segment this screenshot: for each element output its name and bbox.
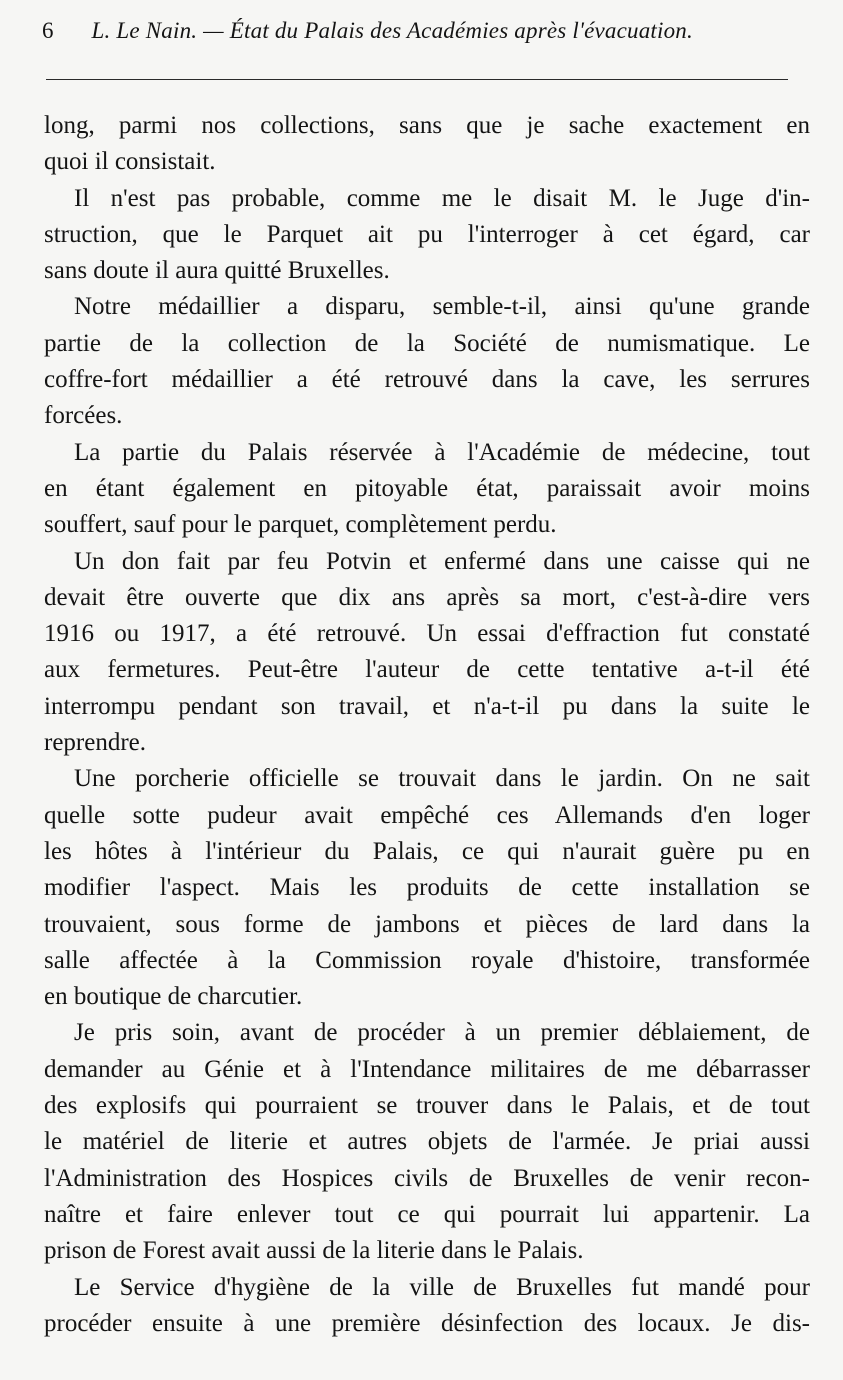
text-line: le matériel de literie et autres objets de l'armée. Je priai aussi	[44, 1128, 810, 1156]
text-line: prison de Forest avait aussi de la literie dans le Palais.	[44, 1237, 584, 1265]
body-text	[44, 108, 810, 1342]
text-line: 1916 ou 1917, a été retrouvé. Un essai d'effraction fut constaté	[44, 620, 810, 648]
text-line: en boutique de charcutier.	[44, 983, 303, 1011]
text-line: procéder ensuite à une première désinfection des locaux. Je dis-	[44, 1309, 810, 1337]
running-head: L. Le Nain. — État du Palais des Académies après l'évacuation.	[91, 18, 693, 43]
text-line: salle affectée à la Commission royale d'histoire, transformée	[44, 946, 810, 974]
page-number: 6	[42, 18, 54, 43]
text-line: l'Administration des Hospices civils de Bruxelles de venir recon-	[44, 1164, 810, 1192]
text-line: trouvaient, sous forme de jambons et pièces de lard dans la	[44, 910, 810, 938]
text-line: devait être ouverte que dix ans après sa mort, c'est-à-dire vers	[44, 583, 810, 611]
text-line: quoi il consistait.	[44, 148, 216, 176]
text-line: coffre-fort médaillier a été retrouvé dans la cave, les serrures	[44, 366, 810, 394]
page-header	[42, 18, 802, 54]
text-line: long, parmi nos collections, sans que je sache exactement en	[44, 112, 810, 139]
text-line: Un don fait par feu Potvin et enfermé dans une caisse qui ne	[74, 547, 810, 575]
text-line: forcées.	[44, 402, 123, 430]
text-line: partie de la collection de la Société de numismatique. Le	[44, 329, 810, 357]
text-line: naître et faire enlever tout ce qui pourrait lui appartenir. La	[44, 1200, 810, 1228]
header-rule	[46, 79, 788, 80]
text-line: Une porcherie officielle se trouvait dans le jardin. On ne sait	[74, 765, 810, 793]
text-line: Il n'est pas probable, comme me le disait M. le Juge d'in-	[74, 184, 810, 212]
text-line: les hôtes à l'intérieur du Palais, ce qui n'aurait guère pu en	[44, 837, 810, 865]
text-line: interrompu pendant son travail, et n'a-t-il pu dans la suite le	[44, 692, 810, 720]
text-line: struction, que le Parquet ait pu l'interroger à cet égard, car	[44, 220, 810, 248]
text-line: Je pris soin, avant de procéder à un premier déblaiement, de	[74, 1019, 810, 1047]
text-line: La partie du Palais réservée à l'Académie de médecine, tout	[74, 438, 810, 466]
text-line: modifier l'aspect. Mais les produits de cette installation se	[44, 874, 810, 902]
text-line: aux fermetures. Peut-être l'auteur de cette tentative a-t-il été	[44, 656, 810, 684]
text-line: demander au Génie et à l'Intendance militaires de me débarrasser	[44, 1055, 810, 1083]
text-line: Notre médaillier a disparu, semble-t-il, ainsi qu'une grande	[74, 293, 810, 321]
text-line: quelle sotte pudeur avait empêché ces Allemands d'en loger	[44, 801, 810, 829]
text-line: reprendre.	[44, 729, 147, 757]
text-line: souffert, sauf pour le parquet, complètement perdu.	[44, 511, 557, 539]
text-line: Le Service d'hygiène de la ville de Bruxelles fut mandé pour	[74, 1273, 810, 1301]
text-line: sans doute il aura quitté Bruxelles.	[44, 257, 390, 285]
text-line: en étant également en pitoyable état, paraissait avoir moins	[44, 474, 810, 502]
text-line: des explosifs qui pourraient se trouver dans le Palais, et de tout	[44, 1092, 810, 1120]
